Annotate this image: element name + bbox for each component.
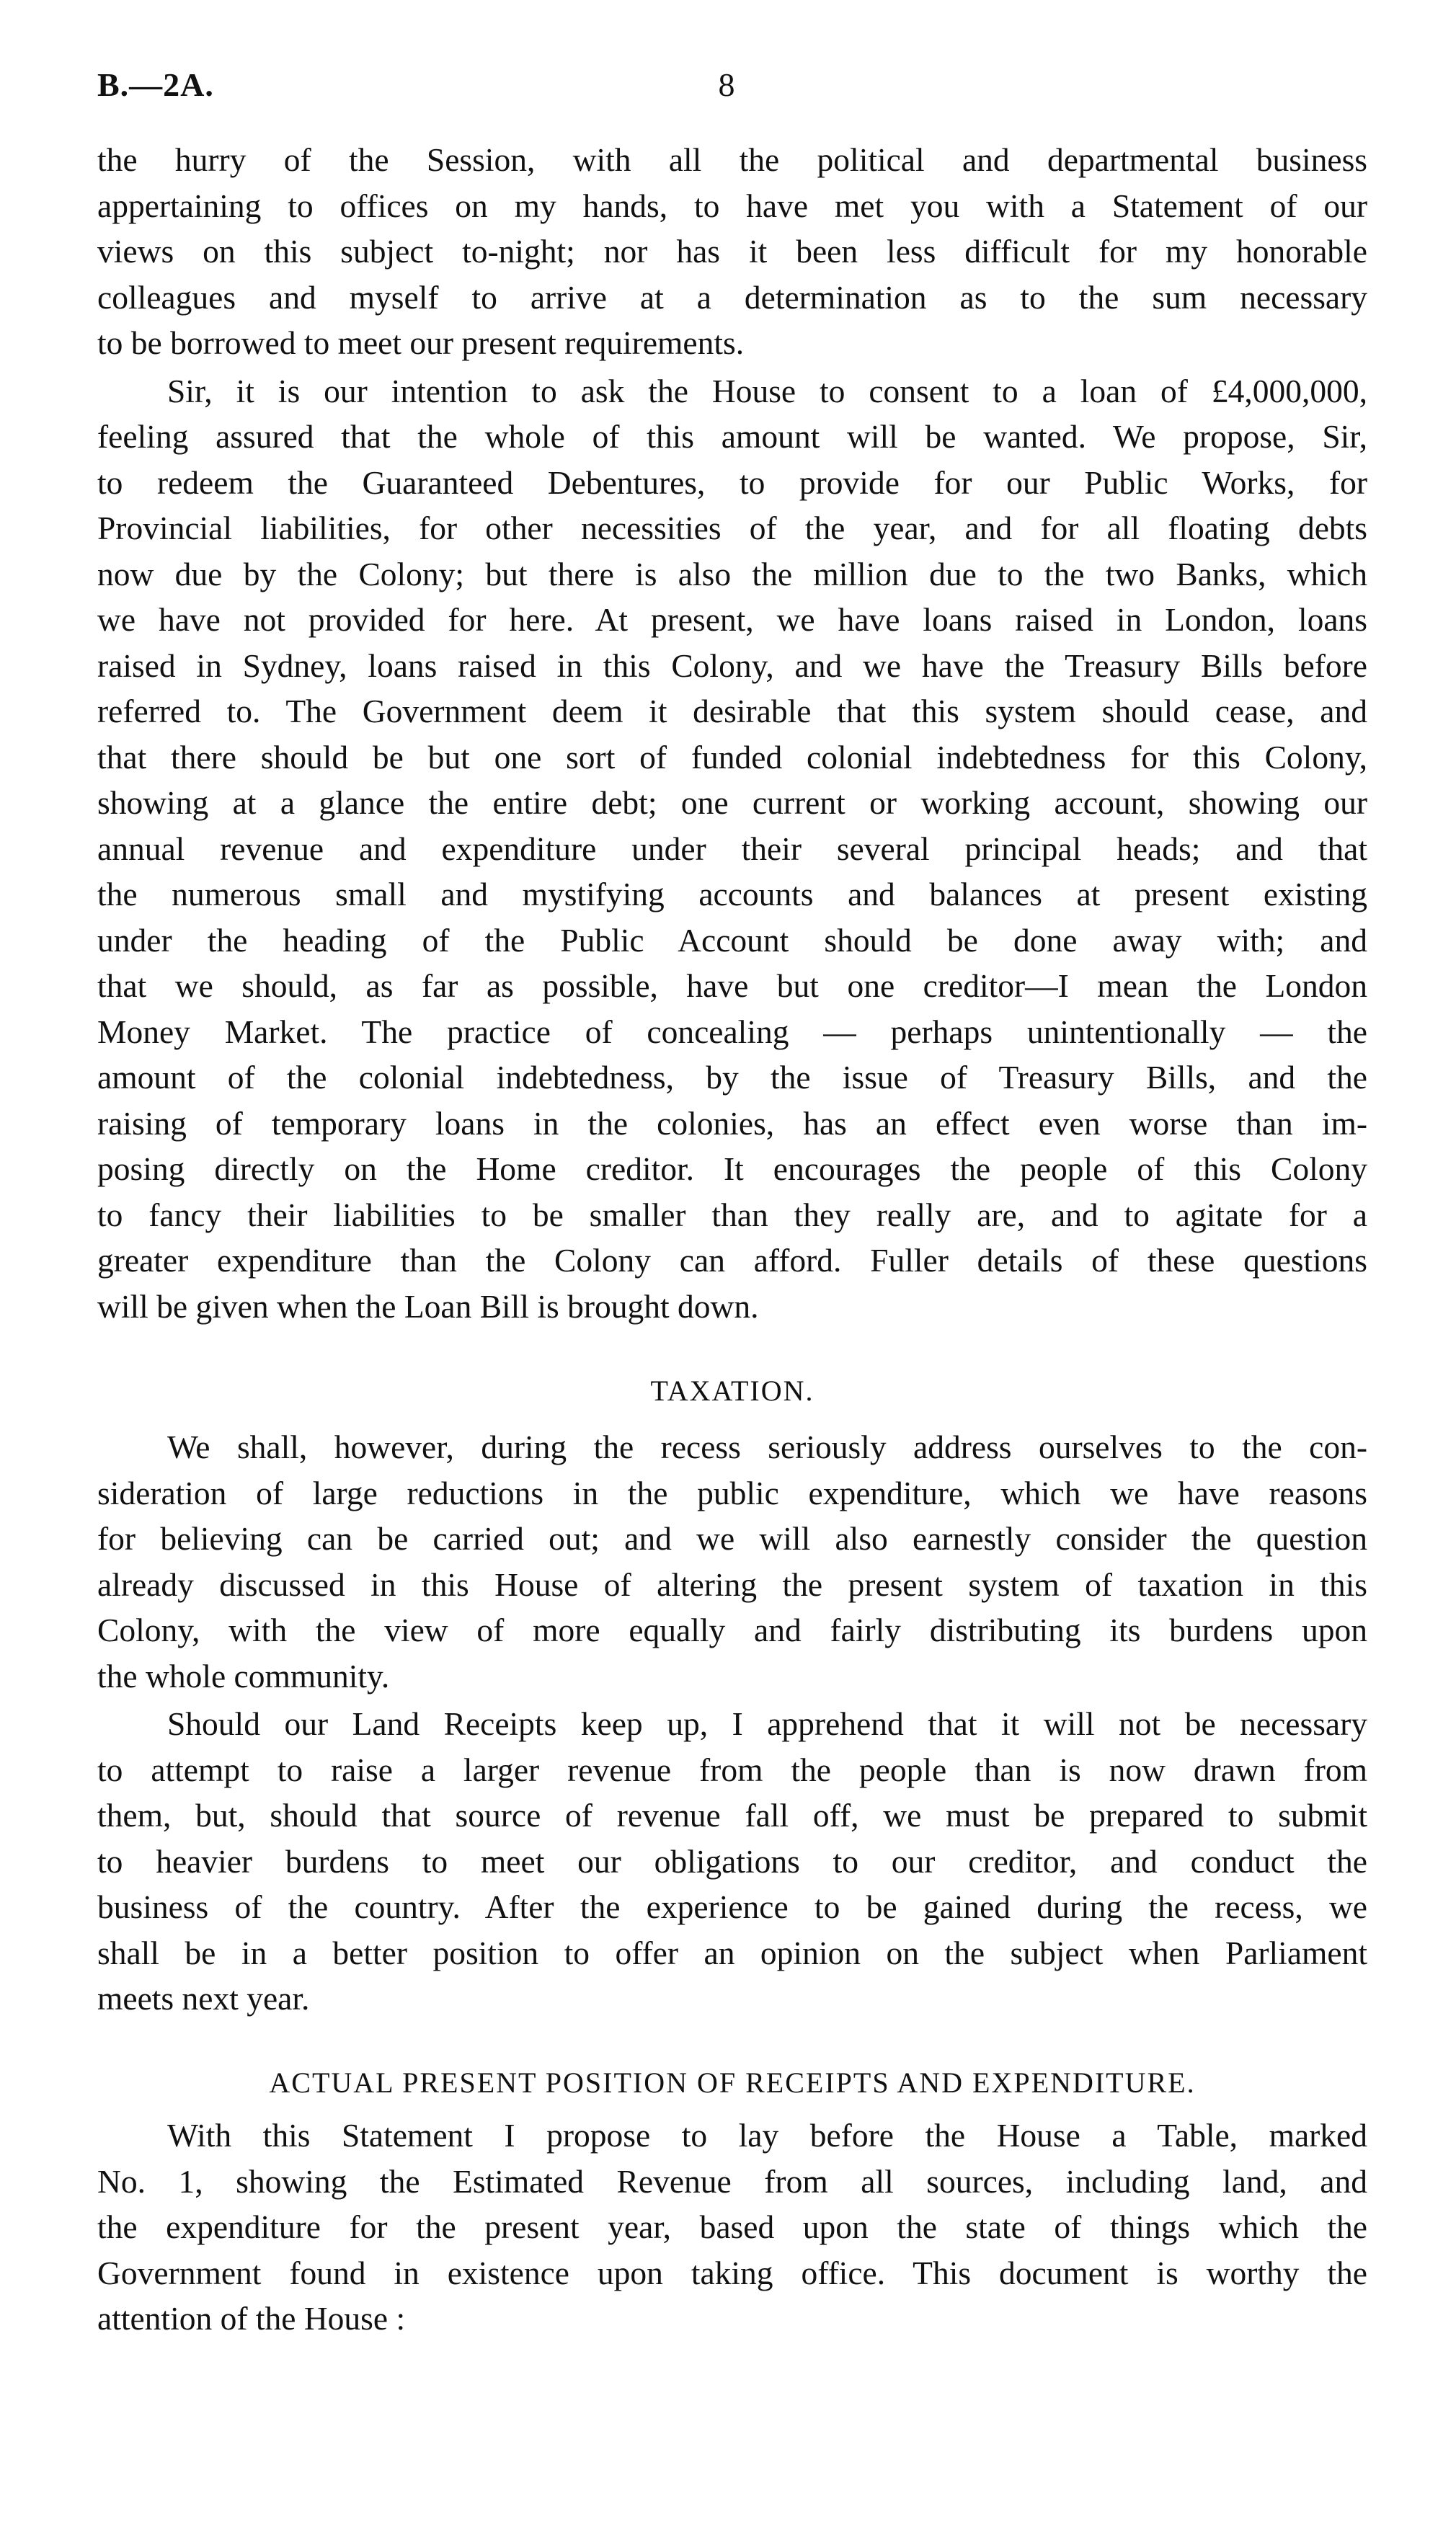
text-line: appertaining to offices on my hands, to have met you with a Statement of our (97, 187, 1367, 224)
text-line: the expenditure for the present year, based upon the state of things which the (97, 2208, 1367, 2245)
text-line: now due by the Colony; but there is also the million due to the two Banks, which (97, 555, 1367, 592)
text-line: Colony, with the view of more equally and fairly distributing its burdens upon (97, 1612, 1367, 1648)
text-line: we have not provided for here. At present, we have loans raised in London, loans (97, 601, 1367, 638)
text-line: colleagues and myself to arrive at a determination as to the sum necessary (97, 278, 1367, 316)
text-line: the hurry of the Session, with all the political and departmental business (97, 141, 1367, 178)
document-reference: B.—2A. (97, 66, 214, 103)
section-intro (97, 137, 1367, 1329)
text-line: No. 1, showing the Estimated Revenue from all sources, including land, and (97, 2162, 1367, 2200)
text-line: already discussed in this House of altering the present system of taxation in this (97, 1565, 1367, 1603)
text-line: We shall, however, during the recess seriously address ourselves to the con- (167, 1429, 1367, 1465)
text-line: raising of temporary loans in the colonies, has an effect even worse than im- (97, 1104, 1367, 1142)
text-line: to be borrowed to meet our present requirements. (97, 324, 745, 361)
text-line: Government found in existence upon taking office. This document is worthy the (97, 2254, 1367, 2291)
text-line: sideration of large reductions in the public expenditure, which we have reasons (97, 1474, 1367, 1511)
section-heading-receipts-expenditure: ACTUAL PRESENT POSITION OF RECEIPTS AND EXPENDITURE. (269, 2066, 1196, 2099)
text-line: to attempt to raise a larger revenue from the people than is now drawn from (97, 1751, 1367, 1788)
section-receipts-expenditure (97, 2113, 1367, 2342)
text-line: views on this subject to-night; nor has it been less difficult for my honorable (97, 233, 1367, 270)
text-line: will be given when the Loan Bill is brought down. (97, 1287, 759, 1325)
text-line: referred to. The Government deem it desirable that this system should cease, and (97, 693, 1367, 729)
text-line: to redeem the Guaranteed Debentures, to provide for our Public Works, for (97, 463, 1367, 501)
text-line: Provincial liabilities, for other necessities of the year, and for all floating debts (97, 510, 1367, 546)
text-line: Money Market. The practice of concealing — perhaps unintentionally — the (97, 1013, 1367, 1050)
text-line: the whole community. (97, 1657, 390, 1695)
running-head (97, 63, 1367, 107)
text-line: shall be in a better position to offer an opinion on the subject when Parliament (97, 1934, 1367, 1971)
text-line: under the heading of the Public Account should be done away with; and (97, 921, 1367, 959)
text-line: annual revenue and expenditure under their several principal heads; and that (97, 830, 1367, 867)
text-line: that we should, as far as possible, have but one creditor—I mean the London (97, 967, 1367, 1004)
text-line: With this Statement I propose to lay before the House a Table, marked (167, 2117, 1367, 2154)
text-line: showing at a glance the entire debt; one current or working account, showing our (97, 784, 1367, 821)
text-line: that there should be but one sort of funded colonial indebtedness for this Colony, (97, 738, 1367, 776)
paragraph (97, 1701, 1367, 2022)
text-line: feeling assured that the whole of this amount will be wanted. We propose, Sir, (97, 418, 1367, 455)
paragraph (97, 368, 1367, 1330)
paragraph (97, 137, 1367, 366)
section-heading-taxation: TAXATION. (650, 1374, 814, 1407)
section-taxation (97, 1424, 1367, 2022)
text-line: posing directly on the Home creditor. It encourages the people of this Colony (97, 1150, 1367, 1187)
paragraph (97, 2113, 1367, 2342)
text-line: amount of the colonial indebtedness, by the issue of Treasury Bills, and the (97, 1059, 1367, 1096)
page-number: 8 (718, 66, 735, 103)
text-line: the numerous small and mystifying accounts and balances at present existing (97, 876, 1367, 912)
text-line: Sir, it is our intention to ask the House to consent to a loan of £4,000,000, (167, 372, 1367, 409)
text-line: raised in Sydney, loans raised in this Colony, and we have the Treasury Bills before (97, 647, 1367, 684)
text-line: attention of the House : (97, 2300, 406, 2337)
text-line: to fancy their liabilities to be smaller than they really are, and to agitate for a (97, 1196, 1367, 1233)
text-line: greater expenditure than the Colony can afford. Fuller details of these questions (97, 1242, 1367, 1279)
text-line: business of the country. After the experience to be gained during the recess, we (97, 1888, 1367, 1925)
text-line: Should our Land Receipts keep up, I apprehend that it will not be necessary (167, 1705, 1367, 1742)
paragraph (97, 1424, 1367, 1699)
text-line: to heavier burdens to meet our obligations to our creditor, and conduct the (97, 1842, 1367, 1880)
text-line: meets next year. (97, 1980, 310, 2017)
text-line: for believing can be carried out; and we will also earnestly consider the question (97, 1520, 1367, 1557)
text-line: them, but, should that source of revenue fall off, we must be prepared to submit (97, 1797, 1367, 1834)
